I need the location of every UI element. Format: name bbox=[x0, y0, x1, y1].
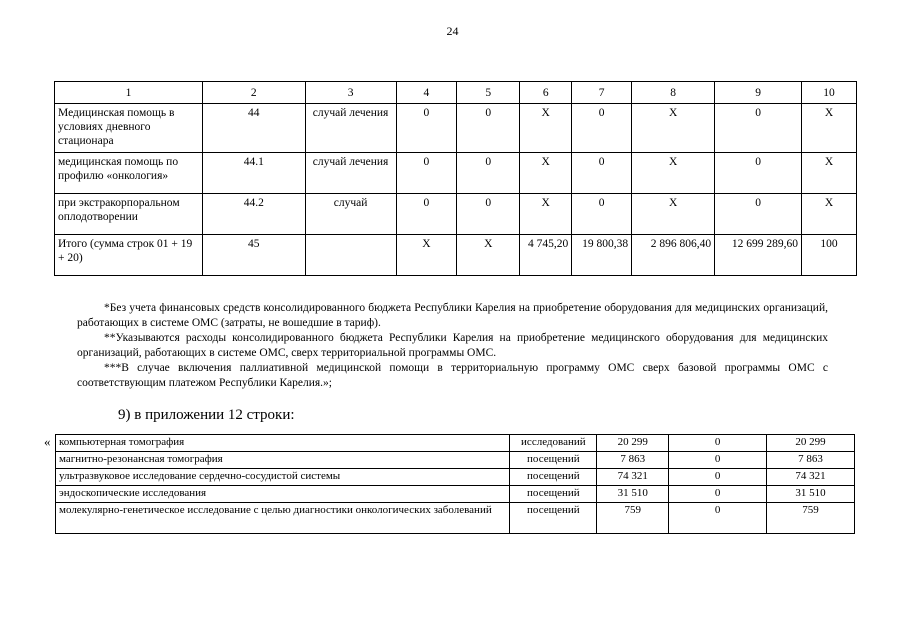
table-cell: 7 863 bbox=[767, 452, 855, 469]
table-cell: 4 745,20 bbox=[520, 235, 572, 276]
table-cell: 0 bbox=[715, 104, 802, 153]
table-cell: 44.2 bbox=[202, 194, 305, 235]
table-cell: 31 510 bbox=[597, 486, 669, 503]
table-cell: 0 bbox=[457, 104, 520, 153]
table-cell: 100 bbox=[802, 235, 857, 276]
table-cell bbox=[305, 235, 396, 276]
header-cell: 9 bbox=[715, 82, 802, 104]
table-cell: 44.1 bbox=[202, 153, 305, 194]
table-cell: 759 bbox=[767, 503, 855, 534]
table-cell: 45 bbox=[202, 235, 305, 276]
table-cell: 2 896 806,40 bbox=[632, 235, 715, 276]
table-cell: 74 321 bbox=[597, 469, 669, 486]
table-cell: X bbox=[802, 104, 857, 153]
table-cell: 20 299 bbox=[597, 435, 669, 452]
table-cell: X bbox=[396, 235, 457, 276]
footnote: **Указываются расходы консолидированного бюджета Республики Карелия на приобретение медицинского оборудования для медицинских организаций, работающих в системе ОМС, сверх территориальной программы ОМС. bbox=[77, 332, 828, 359]
table-row bbox=[56, 469, 855, 486]
header-cell: 8 bbox=[632, 82, 715, 104]
table-cell: эндоскопические исследования bbox=[56, 486, 510, 503]
table-cell: 0 bbox=[669, 452, 767, 469]
footnotes bbox=[77, 301, 828, 391]
table-cell: 31 510 bbox=[767, 486, 855, 503]
table-cell: X bbox=[632, 104, 715, 153]
table-cell: 12 699 289,60 bbox=[715, 235, 802, 276]
open-quote: « bbox=[44, 434, 51, 449]
table-cell: посещений bbox=[510, 469, 597, 486]
table-row bbox=[55, 104, 857, 153]
table-row-total bbox=[55, 235, 857, 276]
table-cell: Медицинская помощь в условиях дневного стационара bbox=[55, 104, 203, 153]
table-cell: X bbox=[457, 235, 520, 276]
table-cell: молекулярно-генетическое исследование с целью диагностики онкологических заболеваний bbox=[56, 503, 510, 534]
table-cell: магнитно-резонансная томография bbox=[56, 452, 510, 469]
table-cell: 0 bbox=[572, 194, 632, 235]
table-cell: 0 bbox=[457, 194, 520, 235]
footnote: ***В случае включения паллиативной медицинской помощи в территориальную программу ОМС сверх базовой программы ОМС с соответствующим платежом Республики Карелия.»; bbox=[77, 362, 828, 389]
header-cell: 1 bbox=[55, 82, 203, 104]
table-cell: 0 bbox=[715, 153, 802, 194]
table-cell: 74 321 bbox=[767, 469, 855, 486]
table-row bbox=[55, 153, 857, 194]
table-cell: медицинская помощь по профилю «онкология» bbox=[55, 153, 203, 194]
table-cell: X bbox=[520, 104, 572, 153]
table-cell: X bbox=[632, 194, 715, 235]
table-row bbox=[56, 486, 855, 503]
header-cell: 6 bbox=[520, 82, 572, 104]
table-cell: X bbox=[802, 194, 857, 235]
table-cell: случай bbox=[305, 194, 396, 235]
table-cell: 19 800,38 bbox=[572, 235, 632, 276]
table-cell: случай лечения bbox=[305, 153, 396, 194]
header-cell: 3 bbox=[305, 82, 396, 104]
table-row bbox=[56, 503, 855, 534]
header-cell: 7 bbox=[572, 82, 632, 104]
table-row bbox=[56, 452, 855, 469]
table-header-row bbox=[55, 82, 857, 104]
table-cell: 759 bbox=[597, 503, 669, 534]
header-cell: 4 bbox=[396, 82, 457, 104]
table-cell: 0 bbox=[457, 153, 520, 194]
table-main bbox=[54, 81, 857, 276]
table-cell: 0 bbox=[669, 435, 767, 452]
table-row bbox=[55, 194, 857, 235]
table-cell: 20 299 bbox=[767, 435, 855, 452]
table-cell: 7 863 bbox=[597, 452, 669, 469]
table-cell: посещений bbox=[510, 452, 597, 469]
table-cell: случай лечения bbox=[305, 104, 396, 153]
header-cell: 10 bbox=[802, 82, 857, 104]
table-cell: ультразвуковое исследование сердечно-сосудистой системы bbox=[56, 469, 510, 486]
table-cell: 0 bbox=[396, 104, 457, 153]
table-cell: посещений bbox=[510, 503, 597, 534]
table-cell: X bbox=[802, 153, 857, 194]
footnote: *Без учета финансовых средств консолидированного бюджета Республики Карелия на приобретение оборудования для медицинских организаций, работающих в системе ОМС (затраты, не вошедшие в тариф). bbox=[77, 302, 828, 329]
table-cell: 0 bbox=[669, 486, 767, 503]
table-cell: компьютерная томография bbox=[56, 435, 510, 452]
table-cell: 0 bbox=[715, 194, 802, 235]
table-appendix bbox=[55, 434, 855, 534]
table-cell: X bbox=[632, 153, 715, 194]
table-cell: посещений bbox=[510, 486, 597, 503]
table-cell: X bbox=[520, 194, 572, 235]
table-cell: при экстракорпоральном оплодотворении bbox=[55, 194, 203, 235]
table-cell: 0 bbox=[572, 104, 632, 153]
table-cell: 0 bbox=[669, 469, 767, 486]
table-cell: X bbox=[520, 153, 572, 194]
table-cell: 0 bbox=[396, 194, 457, 235]
table-cell: 0 bbox=[669, 503, 767, 534]
table-cell: 0 bbox=[396, 153, 457, 194]
table-cell: 0 bbox=[572, 153, 632, 194]
table-row bbox=[56, 435, 855, 452]
table-cell: Итого (сумма строк 01 + 19 + 20) bbox=[55, 235, 203, 276]
header-cell: 2 bbox=[202, 82, 305, 104]
page-number: 24 bbox=[446, 24, 459, 38]
table-cell: исследований bbox=[510, 435, 597, 452]
header-cell: 5 bbox=[457, 82, 520, 104]
section-heading: 9) в приложении 12 строки: bbox=[118, 407, 295, 423]
table-cell: 44 bbox=[202, 104, 305, 153]
